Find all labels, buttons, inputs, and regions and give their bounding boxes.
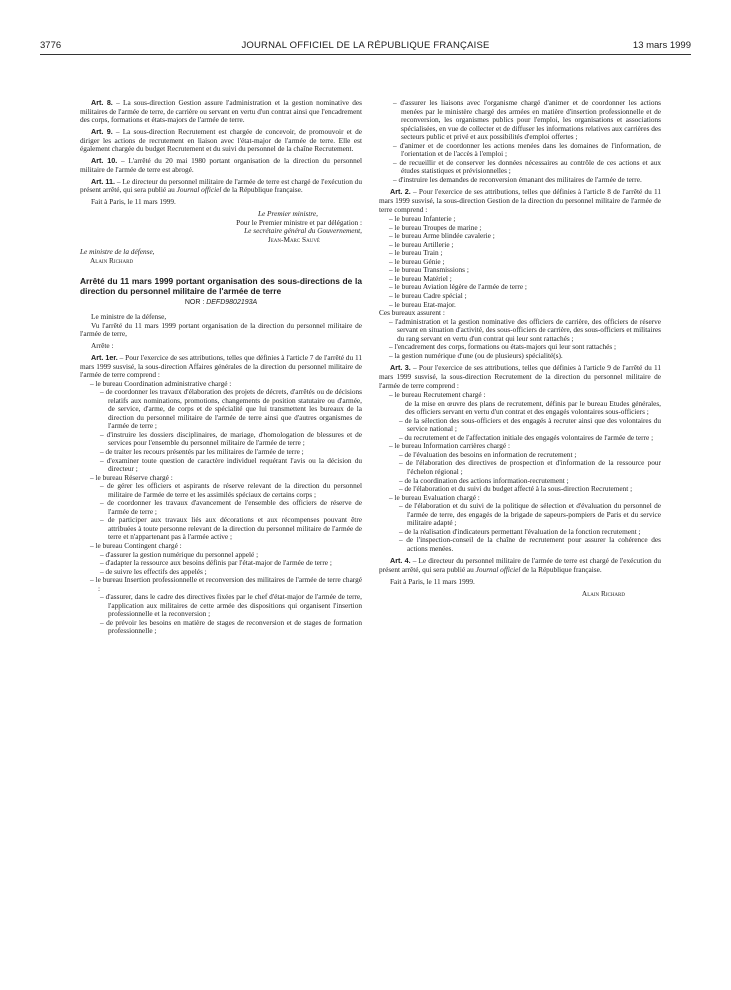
article-text: – Pour l'exercice de ses attributions, telles que définies à l'article 8 de l'arrêté du 11 mars 1999 susvisé, la sous-direction Gestion de la direction du personnel militaire de l'armée de terre comprend : — [379, 187, 661, 214]
article-label: Art. 9. — [91, 127, 113, 137]
list-item: – de la sélection des sous-officiers et des engagés à recruter ainsi que des volontaires du service national ; — [399, 415, 661, 434]
article-text: – Pour l'exercice de ses attributions, telles que définies à l'article 9 de l'arrêté du 11 mars 1999 susvisé, la sous-direction Recrutement de la direction du personnel militaire de l'armée de terre comprend : — [379, 363, 661, 390]
bureaux-assurent: Ces bureaux assurent : — [379, 308, 445, 318]
article-11 — [80, 178, 362, 195]
list-item: – de l'élaboration des directives de prospection et d'information de la ressource pour l'échelon régional ; — [399, 458, 661, 476]
list-item: de la mise en œuvre des plans de recrutement, définis par le bureau Etudes générales, des officiers servant en vertu d'un contrat et des engagés volontaires sous-officiers ; — [405, 398, 661, 417]
list-item: – de suivre les effectifs des appelés ; — [100, 566, 207, 576]
pm-title: Le Premier ministre, — [257, 208, 318, 218]
arrete: Arrête : — [91, 341, 114, 351]
article-label: Art. 3. — [390, 363, 411, 373]
article-2 — [379, 188, 661, 214]
done-at-paris: Fait à Paris, le 11 mars 1999. — [390, 576, 475, 586]
sg-name: Jean-Marc Sauvé — [267, 234, 320, 244]
article-text: – L'arrêté du 20 mai 1980 portant organisation de la direction du personnel militaire de l'armée de terre est abrogé. — [80, 156, 362, 174]
page-header — [40, 40, 691, 52]
list-item: – le bureau Transmissions ; — [389, 265, 469, 275]
minister-name: Alain Richard — [90, 255, 134, 265]
list-item: – d'animer et de coordonner les actions menées dans les domaines de l'information, de l'orientation et de l'accès à l'emploi ; — [393, 140, 661, 159]
decree-title: Arrêté du 11 mars 1999 portant organisation des sous-directions de la direction du personnel militaire de l'armée de terre — [80, 276, 362, 296]
article-label: Art. 11. — [91, 176, 115, 186]
list-item: – l'encadrement des corps, formations ou états-majors qui leur sont rattachés ; — [389, 342, 617, 352]
article-label: Art. 1er. — [91, 352, 118, 362]
list-item: – de participer aux travaux liés aux décorations et aux récompenses pouvant être attribuées à toute personne relevant de la direction du personnel militaire de l'armée de terre et n'appartenant pas à l'armée active ; — [100, 515, 362, 542]
header-rule — [40, 54, 691, 55]
list-item: – de la coordination des actions information-recrutement ; — [399, 475, 569, 485]
nor-label: NOR : — [184, 299, 207, 307]
article-4 — [379, 557, 661, 574]
nor-code: DEFD9802193A — [206, 299, 258, 307]
list-item: – le bureau Troupes de marine ; — [389, 222, 482, 232]
list-item: – d'assurer, dans le cadre des directives fixées par le chef d'état-major de l'armée de terre, l'application aux militaires de cette armée des dispositions qui organisent l'insertion professionnelle et la reconversion ; — [100, 592, 362, 619]
page-number: 3776 — [40, 40, 62, 51]
list-item: – d'examiner toute question de caractère individuel requérant l'avis ou la décision du directeur ; — [100, 455, 362, 474]
article-text: – Le directeur du personnel militaire de l'armée de terre est chargé de l'exécution du présent arrêté, qui sera publié au — [379, 556, 661, 574]
intro-minister: Le ministre de la défense, — [91, 311, 167, 321]
article-label: Art. 8. — [91, 98, 113, 107]
journal-name: Journal officiel — [176, 185, 222, 195]
signatory-name: Alain Richard — [581, 588, 625, 598]
list-item: – de l'élaboration et du suivi du budget affecté à la sous-direction Recrutement ; — [399, 484, 633, 494]
sg-title: Le secrétaire général du Gouvernement, — [244, 226, 362, 236]
list-item: – de prévoir les besoins en matière de stages de reconversion et de stages de formation professionnelle ; — [100, 617, 362, 636]
article-text: – Pour l'exercice de ses attributions, telles que définies à l'article 7 de l'arrêté du 11 mars 1999 susvisé, la sous-direction Affaires générales de la direction du personnel militaire de l'armée de terre comprend : — [80, 352, 362, 380]
journal-title: JOURNAL OFFICIEL DE LA RÉPUBLIQUE FRANÇAISE — [241, 40, 490, 51]
intro-visa: Vu l'arrêté du 11 mars 1999 portant organisation de la direction du personnel militaire de l'armée de terre, — [80, 320, 362, 339]
list-item: – d'assurer la gestion numérique du personnel appelé ; — [100, 549, 259, 559]
pm-delegation: Pour le Premier ministre et par délégation : — [236, 217, 362, 227]
list-item: – la gestion numérique d'une (ou de plusieurs) spécialité(s). — [389, 350, 563, 360]
list-item: – le bureau Arme blindée cavalerie ; — [389, 231, 495, 241]
list-item: – de la réalisation d'indicateurs permettant l'évaluation de la fonction recrutement ; — [399, 526, 641, 536]
list-item: – l'administration et la gestion nominative des officiers de carrière, des officiers de réserve servant en situation d'activité, des sous-officiers de carrière, des sous-officiers et militaires du rang servant en vertu d'un contrat qui leur sont rattachés ; — [389, 316, 661, 343]
list-item: – le bureau Artillerie ; — [389, 239, 454, 249]
list-item: – d'instruire les dossiers disciplinaires, de mariage, d'homologation de blessures et de services pour l'ensemble du personnel militaire de l'armée de terre ; — [100, 429, 362, 448]
done-at-paris: Fait à Paris, le 11 mars 1999. — [91, 197, 176, 207]
article-text: – La sous-direction Recrutement est chargée de concevoir, de promouvoir et de diriger les actions de recrutement en liaison avec l'état-major de l'armée de terre. Elle est également chargée du budget Recrutement et du suivi du personnel de la chaîne Recrutement. — [80, 127, 362, 154]
article-text: de la République française. — [221, 185, 303, 195]
list-item: – le bureau Information carrières chargé : — [389, 441, 511, 451]
list-item: – d'assurer les liaisons avec l'organisme chargé d'animer et de coordonner les actions menées par le ministère chargé des armées en matière d'insertion professionnelle et de reconversion, les organismes publics pour l'emploi, les organisations et associations spécialisées, en vue de collecter et de diffuser les informations relatives aux carrières des secteurs public et privé et aux possibilités d'emploi offertes ; — [393, 98, 661, 142]
list-item: – de recueillir et de conserver les données nécessaires au contrôle de ces actions et aux études statistiques et prévisionnelles ; — [393, 157, 661, 176]
right-column — [379, 99, 661, 598]
article-text: de la République française. — [520, 564, 602, 574]
minister-title: Le ministre de la défense, — [80, 247, 155, 257]
list-item: – de coordonner les travaux d'avancement de l'ensemble des officiers de réserve de l'armée de terre ; — [100, 498, 362, 516]
article-text: – Le directeur du personnel militaire de l'armée de terre est chargé de l'exécution du présent arrêté, qui sera publié au — [80, 176, 362, 195]
list-item: – de l'évaluation des besoins en information de recrutement ; — [399, 449, 577, 459]
list-item: – d'adapter la ressource aux besoins définis par l'état-major de l'armée de terre ; — [100, 558, 332, 568]
list-item: – du recrutement et de l'affectation initiale des engagés volontaires de l'armée de terre ; — [399, 432, 654, 442]
list-item: – de l'élaboration et du suivi de la politique de sélection et d'évaluation du personnel de l'armée de terre, des engagés de la brigade de sapeurs-pompiers de Paris et du service militaire adapté ; — [399, 501, 661, 528]
article-label: Art. 2. — [390, 187, 411, 197]
article-label: Art. 10. — [91, 156, 118, 166]
list-item: – le bureau Réserve chargé : — [90, 472, 173, 482]
list-item: – le bureau Aviation légère de l'armée de terre ; — [389, 282, 527, 292]
list-item: – d'instruire les demandes de reconversion émanant des militaires de l'armée de terre. — [393, 174, 642, 184]
article-text: – La sous-direction Gestion assure l'administration et la gestion nominative des militaires de l'armée de terre, de carrière ou servant en vertu d'un contrat ainsi que l'encadrement des corps, formations et états-majors de l'armée de terre. — [80, 98, 362, 125]
list-item: – le bureau Recrutement chargé : — [389, 390, 486, 400]
list-item: – de coordonner les travaux d'élaboration des projets de décrets, d'arrêtés ou de décisions relatifs aux nominations, promotions, changements de position statutaire ou d'armée, de service, d'arme, de corps et de spécialité que lui transmettent les bureaux de la direction du personnel militaire de l'armée de terre ainsi que d'autres organismes de l'armée de terre ; — [100, 387, 362, 431]
article-label: Art. 4. — [390, 556, 411, 566]
list-item: – le bureau Etat-major. — [389, 299, 456, 309]
list-item: – le bureau Génie ; — [389, 256, 445, 266]
list-item: – le bureau Evaluation chargé : — [389, 492, 480, 502]
left-column — [80, 99, 362, 636]
list-item: – de traiter les recours présentés par les militaires de l'armée de terre ; — [100, 446, 304, 456]
article-8 — [80, 99, 362, 125]
list-item: – le bureau Coordination administrative chargé : — [90, 378, 232, 388]
list-item: – le bureau Matériel ; — [389, 273, 452, 283]
issue-date: 13 mars 1999 — [632, 40, 691, 51]
journal-name: Journal officiel — [475, 564, 521, 574]
list-item: – le bureau Insertion professionnelle et reconversion des militaires de l'armée de terre chargé : — [90, 575, 362, 593]
list-item: – le bureau Cadre spécial ; — [389, 291, 467, 301]
list-item: – de gérer les officiers et aspirants de réserve relevant de la direction du personnel militaire de l'armée de terre et les assimilés spéciaux de certains corps ; — [100, 481, 362, 499]
nor-reference — [80, 299, 362, 308]
article-9 — [80, 128, 362, 154]
list-item: – de l'inspection-conseil de la chaîne de recrutement pour assurer la cohérence des actions menées. — [399, 535, 661, 553]
list-item: – le bureau Contingent chargé : — [90, 540, 182, 550]
list-item: – le bureau Train ; — [389, 248, 443, 258]
list-item: – le bureau Infanterie ; — [389, 214, 456, 224]
article-10 — [80, 157, 362, 174]
article-1 — [80, 354, 362, 380]
article-3 — [379, 364, 661, 390]
bureau-list — [379, 215, 661, 309]
